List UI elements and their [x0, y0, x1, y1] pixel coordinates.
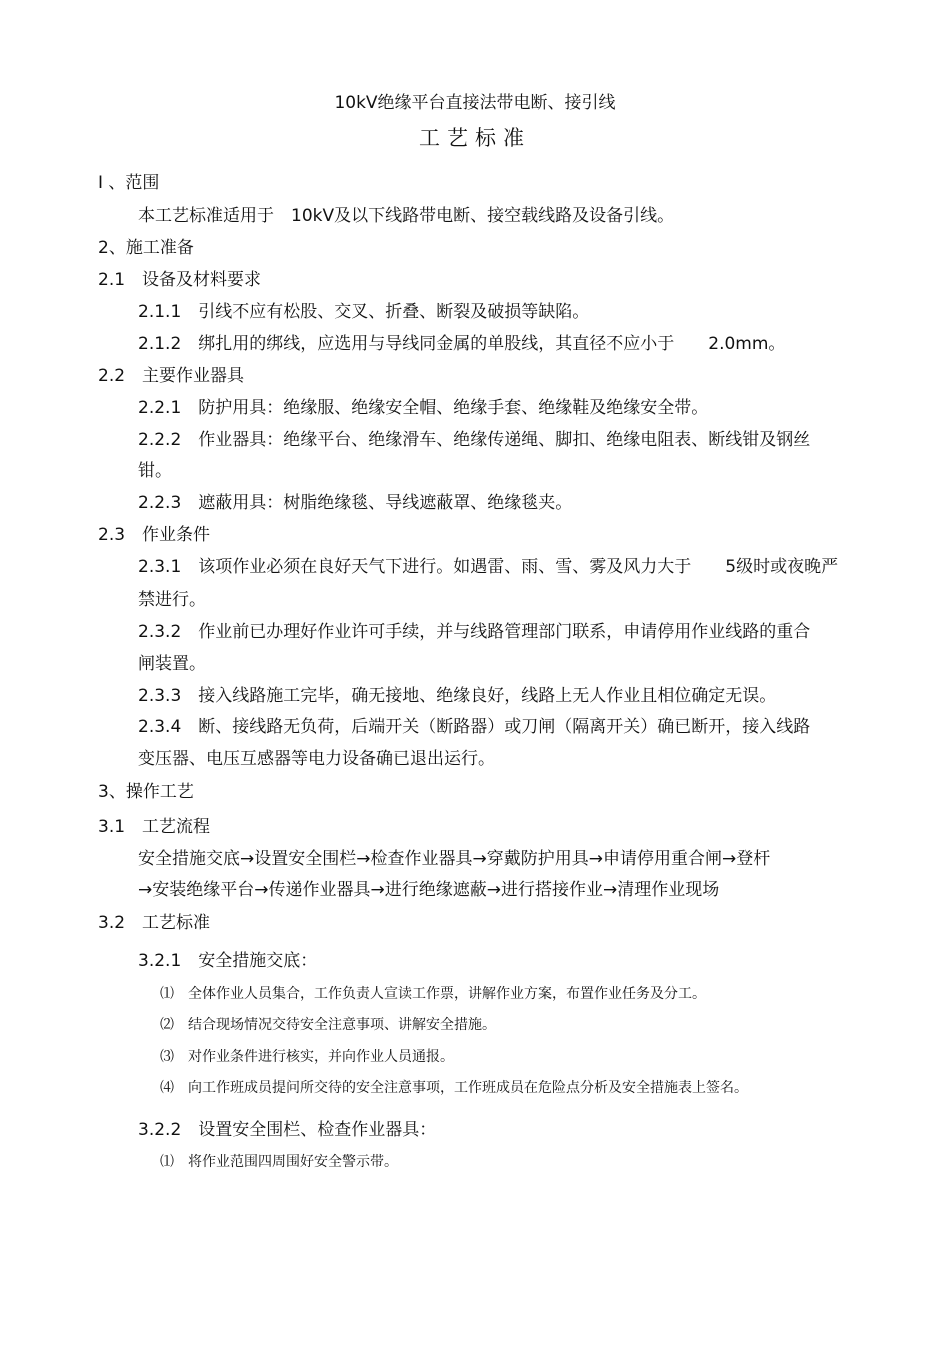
- clause-2-3-1-line1: 2.3.1 该项作业必须在良好天气下进行。如遇雷、雨、雪、雾及风力大于 5级时或夜晚严: [138, 557, 839, 577]
- section-3-2-heading: 3.2 工艺标准: [98, 913, 211, 933]
- section-2-heading: 2、施工准备: [98, 238, 194, 258]
- list-item: ⑴ 全体作业人员集合，工作负责人宣读工作票，讲解作业方案，布置作业任务及分工。: [160, 986, 706, 1002]
- clause-3-2-2-heading: 3.2.2 设置安全围栏、检查作业器具：: [138, 1120, 437, 1140]
- process-flow-line1: 安全措施交底→设置安全围栏→检查作业器具→穿戴防护用具→申请停用重合闸→登杆: [138, 849, 771, 869]
- list-item: ⑶ 对作业条件进行核实，并向作业人员通报。: [160, 1049, 454, 1065]
- clause-2-1-2: 2.1.2 绑扎用的绑线，应选用与导线同金属的单股线，其直径不应小于 2.0mm。: [138, 334, 786, 354]
- list-item: ⑷ 向工作班成员提问所交待的安全注意事项，工作班成员在危险点分析及安全措施表上签名。: [160, 1080, 748, 1096]
- section-2-3-heading: 2.3 作业条件: [98, 525, 211, 545]
- section-1-text: 本工艺标准适用于 10kV及以下线路带电断、接空载线路及设备引线。: [138, 206, 675, 226]
- section-3-heading: 3、操作工艺: [98, 782, 194, 802]
- process-flow-line2: →安装绝缘平台→传递作业器具→进行绝缘遮蔽→进行搭接作业→清理作业现场: [138, 880, 720, 900]
- clause-2-1-1: 2.1.1 引线不应有松股、交叉、折叠、断裂及破损等缺陷。: [138, 302, 590, 322]
- clause-2-3-3: 2.3.3 接入线路施工完毕，确无接地、绝缘良好，线路上无人作业且相位确定无误。: [138, 686, 777, 706]
- clause-2-3-2-line1: 2.3.2 作业前已办理好作业许可手续，并与线路管理部门联系，申请停用作业线路的重合: [138, 622, 811, 642]
- document-title: 10kV绝缘平台直接法带电断、接引线: [334, 93, 616, 113]
- list-item: ⑵ 结合现场情况交待安全注意事项、讲解安全措施。: [160, 1017, 496, 1033]
- list-item: ⑴ 将作业范围四周围好安全警示带。: [160, 1154, 398, 1170]
- clause-2-2-2-line1: 2.2.2 作业器具：绝缘平台、绝缘滑车、绝缘传递绳、脚扣、绝缘电阻表、断线钳及钢丝: [138, 430, 811, 450]
- clause-2-3-1-line2: 禁进行。: [138, 590, 206, 610]
- clause-2-3-4-line1: 2.3.4 断、接线路无负荷，后端开关（断路器）或刀闸（隔离开关）确已断开，接入线路: [138, 717, 811, 737]
- section-3-1-heading: 3.1 工艺流程: [98, 817, 211, 837]
- section-2-2-heading: 2.2 主要作业器具: [98, 366, 245, 386]
- document-subtitle: 工艺标准: [419, 126, 531, 150]
- section-1-heading: I 、范围: [98, 173, 160, 193]
- clause-3-2-1-heading: 3.2.1 安全措施交底：: [138, 951, 318, 971]
- section-2-1-heading: 2.1 设备及材料要求: [98, 270, 262, 290]
- clause-2-3-2-line2: 闸装置。: [138, 654, 206, 674]
- clause-2-2-2-line2: 钳。: [138, 461, 172, 481]
- clause-2-2-1: 2.2.1 防护用具：绝缘服、绝缘安全帽、绝缘手套、绝缘鞋及绝缘安全带。: [138, 398, 709, 418]
- clause-2-3-4-line2: 变压器、电压互感器等电力设备确已退出运行。: [138, 749, 495, 769]
- clause-2-2-3: 2.2.3 遮蔽用具：树脂绝缘毯、导线遮蔽罩、绝缘毯夹。: [138, 493, 573, 513]
